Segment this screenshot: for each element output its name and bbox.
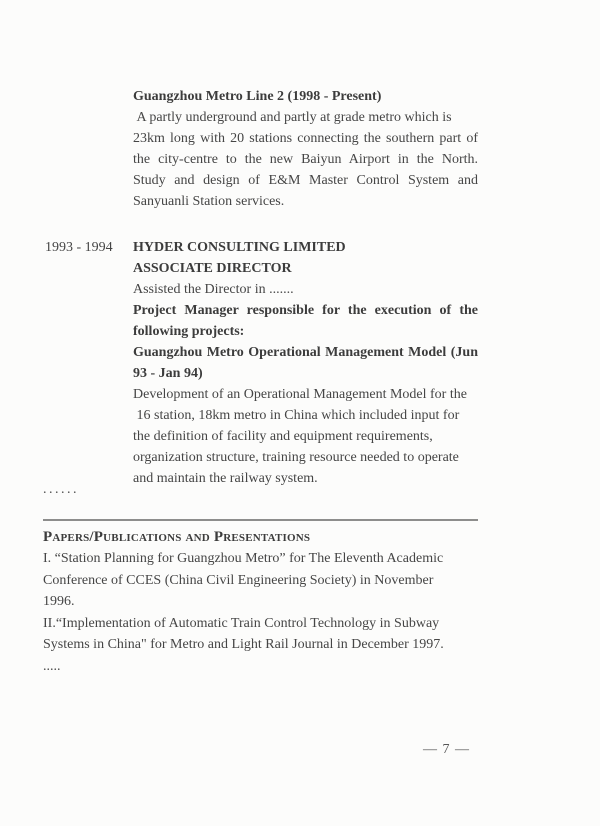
papers-section <box>43 526 513 677</box>
experience-entry-hyder <box>0 237 600 489</box>
text-line: 16 station, 18km metro in China which included input for <box>133 408 460 423</box>
text-line: organization structure, training resource needed to operate <box>133 450 459 465</box>
papers-item-line: 1996. <box>43 594 75 609</box>
section-divider <box>43 519 478 521</box>
papers-item-line: II.“Implementation of Automatic Train Control Technology in Subway <box>43 615 440 631</box>
text-line: Study and design of E&M Master Control System and <box>133 173 478 188</box>
papers-item-line: I. “Station Planning for Guangzhou Metro” for The Eleventh Academic <box>43 551 444 566</box>
text-line: HYDER CONSULTING LIMITED <box>133 240 346 255</box>
entry-period: 1993 - 1994 <box>45 240 113 255</box>
text-line: Sanyuanli Station services. <box>133 194 285 209</box>
text-line: Assisted the Director in ....... <box>133 282 294 297</box>
text-line: the city-centre to the new Baiyun Airport in the North. <box>133 152 478 167</box>
text-line: following projects: <box>133 324 245 339</box>
text-line: Guangzhou Metro Line 2 (1998 - Present) <box>133 89 382 104</box>
text-line: 93 - Jan 94) <box>133 366 203 381</box>
entry-content <box>133 237 478 489</box>
text-line: 23km long with 20 stations connecting the southern part of <box>133 131 478 146</box>
experience-entry-metro-line2 <box>133 86 478 212</box>
text-line: Project Manager responsible for the execution of the <box>133 303 478 318</box>
papers-section-heading: Papers/Publications and Presentations <box>43 529 311 545</box>
text-line: Development of an Operational Management Model for the <box>133 387 467 402</box>
papers-list <box>43 548 513 677</box>
text-line: Guangzhou Metro Operational Management Model (Jun <box>133 345 478 360</box>
text-line: the definition of facility and equipment requirements, <box>133 429 433 444</box>
page-number: — 7 — <box>423 742 470 757</box>
text-line: A partly underground and partly at grade metro which is <box>133 110 452 125</box>
text-line: and maintain the railway system. <box>133 471 318 486</box>
text-line: ASSOCIATE DIRECTOR <box>133 261 292 276</box>
papers-item-line: Conference of CCES (China Civil Engineering Society) in November <box>43 572 434 588</box>
papers-item-line: Systems in China" for Metro and Light Rail Journal in December 1997. <box>43 637 444 652</box>
ellipsis: ...... <box>43 482 79 497</box>
papers-item-line: ..... <box>43 658 61 674</box>
